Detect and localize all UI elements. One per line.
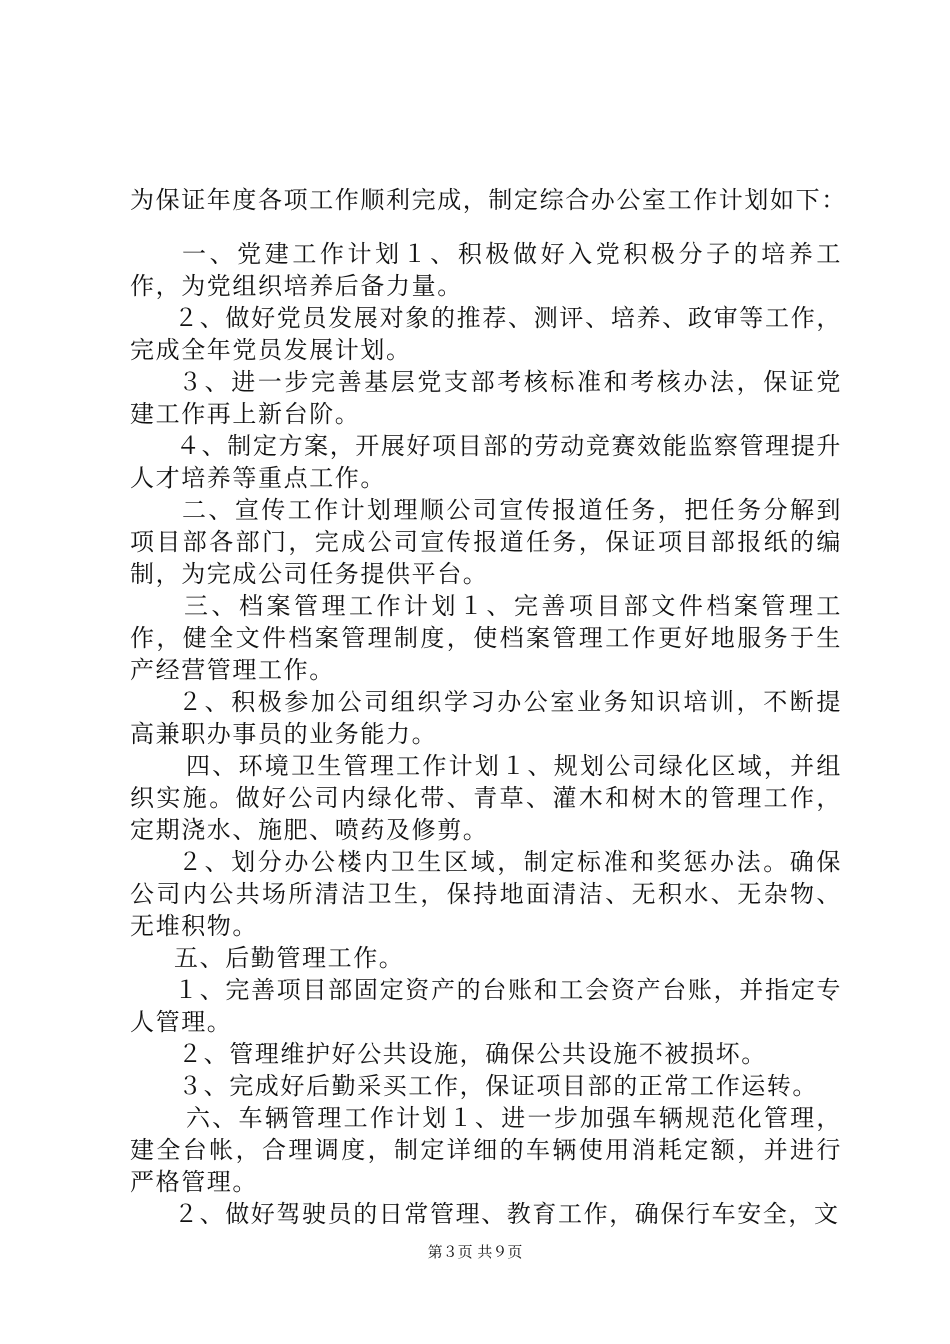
paragraph: ２、积极参加公司组织学习办公室业务知识培训，不断提高兼职办事员的业务能力。	[130, 688, 842, 748]
paragraph: ２、做好驾驶员的日常管理、教育工作，确保行车安全，文	[174, 1200, 840, 1228]
document-body	[130, 238, 842, 1230]
paragraph: ３、进一步完善基层党支部考核标准和考核办法，保证党建工作再上新台阶。	[130, 368, 842, 428]
paragraph: ２、管理维护好公共设施，确保公共设施不被损坏。	[178, 1040, 767, 1068]
paragraph: ３、完成好后勤采买工作，保证项目部的正常工作运转。	[178, 1072, 818, 1100]
paragraph: 六、车辆管理工作计划１、进一步加强车辆规范化管理，建全台帐，合理调度，制定详细的车辆使用消耗定额，并进行严格管理。	[130, 1104, 842, 1196]
paragraph: １、完善项目部固定资产的台账和工会资产台账，并指定专人管理。	[130, 976, 842, 1036]
page-number-footer: 第３页 共９页	[427, 1243, 523, 1261]
paragraph: 四、环境卫生管理工作计划１、规划公司绿化区域，并组织实施。做好公司内绿化带、青草、灌木和树木的管理工作，定期浇水、施肥、喷药及修剪。	[130, 752, 842, 844]
intro-paragraph: 为保证年度各项工作顺利完成，制定综合办公室工作计划如下：	[130, 186, 847, 214]
paragraph: 二、宣传工作计划理顺公司宣传报道任务，把任务分解到项目部各部门，完成公司宣传报道任务，保证项目部报纸的编制，为完成公司任务提供平台。	[130, 496, 842, 588]
paragraph: ４、制定方案，开展好项目部的劳动竞赛效能监察管理提升人才培养等重点工作。	[130, 432, 842, 492]
paragraph: ２、划分办公楼内卫生区域，制定标准和奖惩办法。确保公司内公共场所清洁卫生，保持地面清洁、无积水、无杂物、无堆积物。	[130, 848, 842, 940]
paragraph: 一、党建工作计划１、积极做好入党积极分子的培养工作，为党组织培养后备力量。	[130, 240, 842, 300]
paragraph: 三、档案管理工作计划１、完善项目部文件档案管理工作，健全文件档案管理制度，使档案管理工作更好地服务于生产经营管理工作。	[130, 592, 842, 684]
paragraph: ２、做好党员发展对象的推荐、测评、培养、政审等工作，完成全年党员发展计划。	[130, 304, 842, 364]
paragraph: 五、后勤管理工作。	[174, 944, 405, 972]
